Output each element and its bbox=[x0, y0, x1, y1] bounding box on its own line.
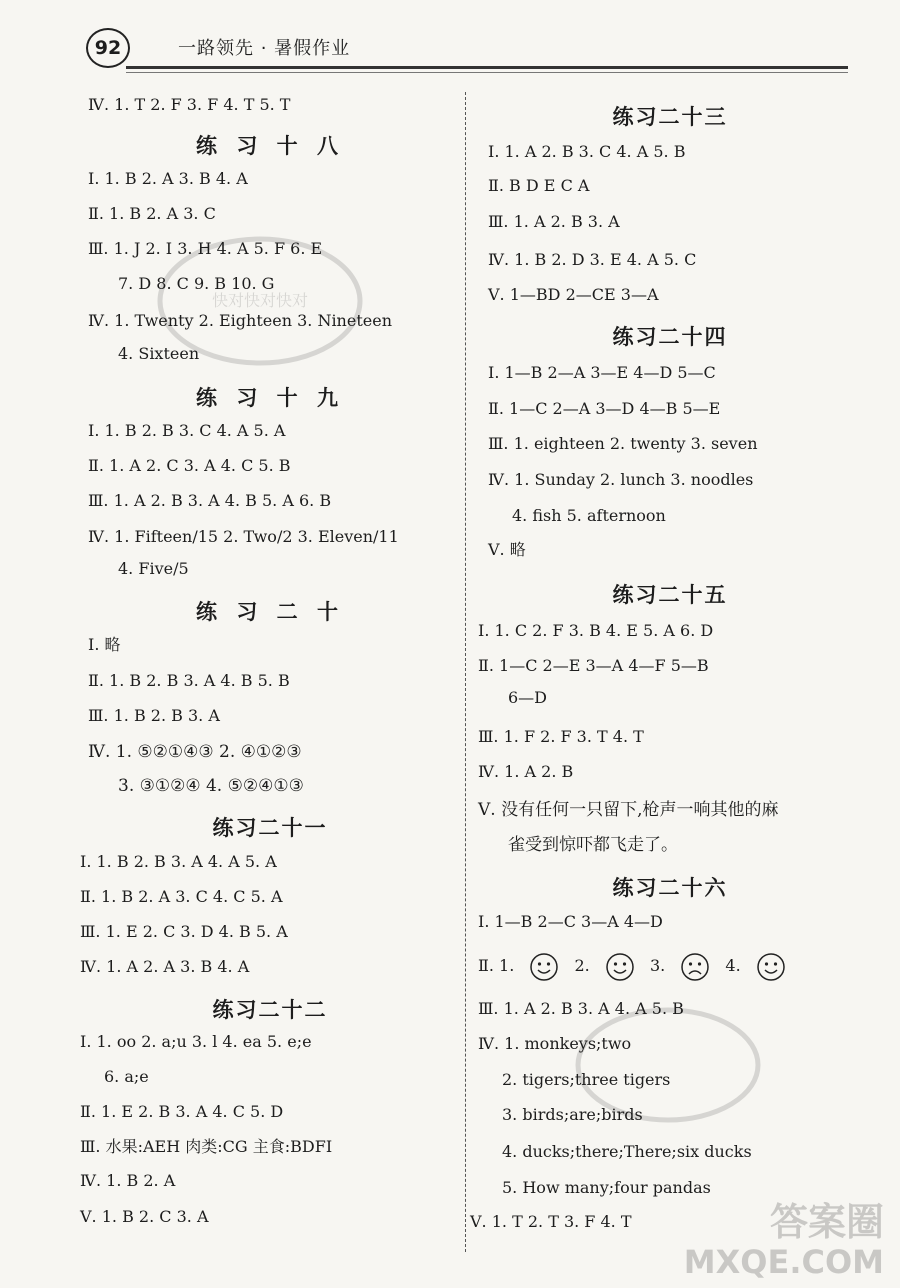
header-rule bbox=[126, 66, 848, 69]
answer-line: Ⅴ. 1. T 2. T 3. F 4. T bbox=[470, 1212, 632, 1231]
smile-icon bbox=[529, 952, 559, 982]
faces-row bbox=[478, 950, 796, 982]
answer-line: Ⅰ. 略 bbox=[88, 635, 121, 654]
answer-line: Ⅳ. 1. Fifteen/15 2. Two/2 3. Eleven/11 bbox=[88, 527, 399, 546]
answer-line: Ⅰ. 1—B 2—C 3—A 4—D bbox=[478, 912, 663, 931]
answer-line: Ⅰ. 1. oo 2. a;u 3. l 4. ea 5. e;e bbox=[80, 1032, 312, 1051]
answer-line: Ⅲ. 1. A 2. B 3. A 4. B 5. A 6. B bbox=[88, 491, 332, 510]
faces-row-num-4: 4. bbox=[725, 956, 741, 975]
watermark-line-2: MXQE.COM bbox=[683, 1243, 884, 1281]
heading-ex25: 练习二十五 bbox=[612, 583, 728, 607]
answer-line: 4. Sixteen bbox=[118, 344, 200, 363]
heading-ex20: 练 习 二 十 bbox=[196, 600, 344, 624]
answer-line: Ⅳ. 1. monkeys;two bbox=[478, 1034, 632, 1053]
answer-line: Ⅳ. 1. T 2. F 3. F 4. T 5. T bbox=[88, 95, 291, 114]
answer-line: Ⅱ. 1. B 2. B 3. A 4. B 5. B bbox=[88, 671, 290, 690]
answer-line: Ⅴ. 1—BD 2—CE 3—A bbox=[488, 285, 659, 304]
answer-line: 6. a;e bbox=[104, 1067, 149, 1086]
answer-line: 4. fish 5. afternoon bbox=[512, 506, 666, 525]
answer-line: Ⅴ. 略 bbox=[488, 540, 526, 559]
answer-line: Ⅲ. 1. E 2. C 3. D 4. B 5. A bbox=[80, 922, 288, 941]
answer-line: 7. D 8. C 9. B 10. G bbox=[118, 274, 275, 293]
answer-line: Ⅴ. 1. B 2. C 3. A bbox=[80, 1207, 209, 1226]
answer-line: Ⅲ. 1. eighteen 2. twenty 3. seven bbox=[488, 434, 758, 453]
answer-line: Ⅰ. 1. B 2. B 3. C 4. A 5. A bbox=[88, 421, 286, 440]
heading-ex26: 练习二十六 bbox=[612, 876, 728, 900]
answer-line: Ⅳ. 1. Twenty 2. Eighteen 3. Nineteen bbox=[88, 311, 392, 330]
heading-ex19: 练 习 十 九 bbox=[196, 386, 344, 410]
heading-ex21: 练习二十一 bbox=[212, 816, 328, 840]
answer-line: Ⅳ. 1. Sunday 2. lunch 3. noodles bbox=[488, 470, 754, 489]
faces-row-num-2: 2. bbox=[574, 956, 590, 975]
answer-line: Ⅳ. 1. B 2. D 3. E 4. A 5. C bbox=[488, 250, 697, 269]
answer-line: Ⅲ. 1. J 2. I 3. H 4. A 5. F 6. E bbox=[88, 239, 323, 258]
answer-line: Ⅳ. 1. B 2. A bbox=[80, 1171, 176, 1190]
answer-line: Ⅰ. 1—B 2—A 3—E 4—D 5—C bbox=[488, 363, 716, 382]
answer-line: Ⅱ. 1—C 2—A 3—D 4—B 5—E bbox=[488, 399, 721, 418]
answer-line: Ⅰ. 1. A 2. B 3. C 4. A 5. B bbox=[488, 142, 686, 161]
answer-line: 3. ③①②④ 4. ⑤②④①③ bbox=[118, 776, 304, 796]
heading-ex24: 练习二十四 bbox=[612, 325, 728, 349]
answer-line: Ⅱ. 1. B 2. A 3. C bbox=[88, 204, 216, 223]
answer-line: Ⅱ. 1. E 2. B 3. A 4. C 5. D bbox=[80, 1102, 284, 1121]
answer-line: Ⅲ. 水果:AEH 肉类:CG 主食:BDFI bbox=[80, 1137, 333, 1156]
answer-line: Ⅲ. 1. F 2. F 3. T 4. T bbox=[478, 727, 644, 746]
page-number: 92 bbox=[86, 28, 130, 68]
answer-line: Ⅲ. 1. A 2. B 3. A 4. A 5. B bbox=[478, 999, 684, 1018]
site-watermark bbox=[684, 1202, 884, 1282]
answer-line: Ⅱ. 1. A 2. C 3. A 4. C 5. B bbox=[88, 456, 291, 475]
heading-ex22: 练习二十二 bbox=[212, 998, 328, 1022]
answer-line: 雀受到惊吓都飞走了。 bbox=[508, 835, 678, 855]
answer-line: Ⅱ. 1—C 2—E 3—A 4—F 5—B bbox=[478, 656, 709, 675]
answer-line: 4. Five/5 bbox=[118, 559, 189, 578]
answer-line: Ⅰ. 1. C 2. F 3. B 4. E 5. A 6. D bbox=[478, 621, 714, 640]
stamp-watermark-text: 快对快对快对 bbox=[211, 291, 309, 310]
watermark-line-1: 答案圈 bbox=[769, 1200, 884, 1244]
answer-line: Ⅲ. 1. B 2. B 3. A bbox=[88, 706, 220, 725]
answer-line: Ⅲ. 1. A 2. B 3. A bbox=[488, 212, 620, 231]
answer-line: 3. birds;are;birds bbox=[502, 1105, 643, 1124]
answer-line: Ⅳ. 1. ⑤②①④③ 2. ④①②③ bbox=[88, 742, 302, 762]
heading-ex23: 练习二十三 bbox=[612, 105, 728, 129]
answer-line: 6—D bbox=[508, 688, 548, 707]
smile-icon bbox=[605, 952, 635, 982]
column-divider bbox=[465, 92, 466, 1252]
smile-icon bbox=[756, 952, 786, 982]
answer-line: Ⅴ. 没有任何一只留下,枪声一响其他的麻 bbox=[478, 800, 779, 820]
faces-row-prefix: Ⅱ. 1. bbox=[478, 956, 515, 975]
answer-line: Ⅳ. 1. A 2. A 3. B 4. A bbox=[80, 957, 250, 976]
book-title: 一路领先 · 暑假作业 bbox=[178, 38, 351, 59]
answer-line: Ⅰ. 1. B 2. A 3. B 4. A bbox=[88, 169, 248, 188]
answer-line: 4. ducks;there;There;six ducks bbox=[502, 1142, 752, 1161]
answer-line: Ⅳ. 1. A 2. B bbox=[478, 762, 574, 781]
answer-line: 5. How many;four pandas bbox=[502, 1178, 711, 1197]
header-rule-thin bbox=[126, 72, 848, 73]
answer-line: Ⅰ. 1. B 2. B 3. A 4. A 5. A bbox=[80, 852, 277, 871]
answer-line: 2. tigers;three tigers bbox=[502, 1070, 671, 1089]
frown-icon bbox=[680, 952, 710, 982]
answer-line: Ⅱ. 1. B 2. A 3. C 4. C 5. A bbox=[80, 887, 283, 906]
heading-ex18: 练 习 十 八 bbox=[196, 134, 344, 158]
answer-line: Ⅱ. B D E C A bbox=[488, 176, 590, 195]
faces-row-num-3: 3. bbox=[649, 956, 666, 975]
